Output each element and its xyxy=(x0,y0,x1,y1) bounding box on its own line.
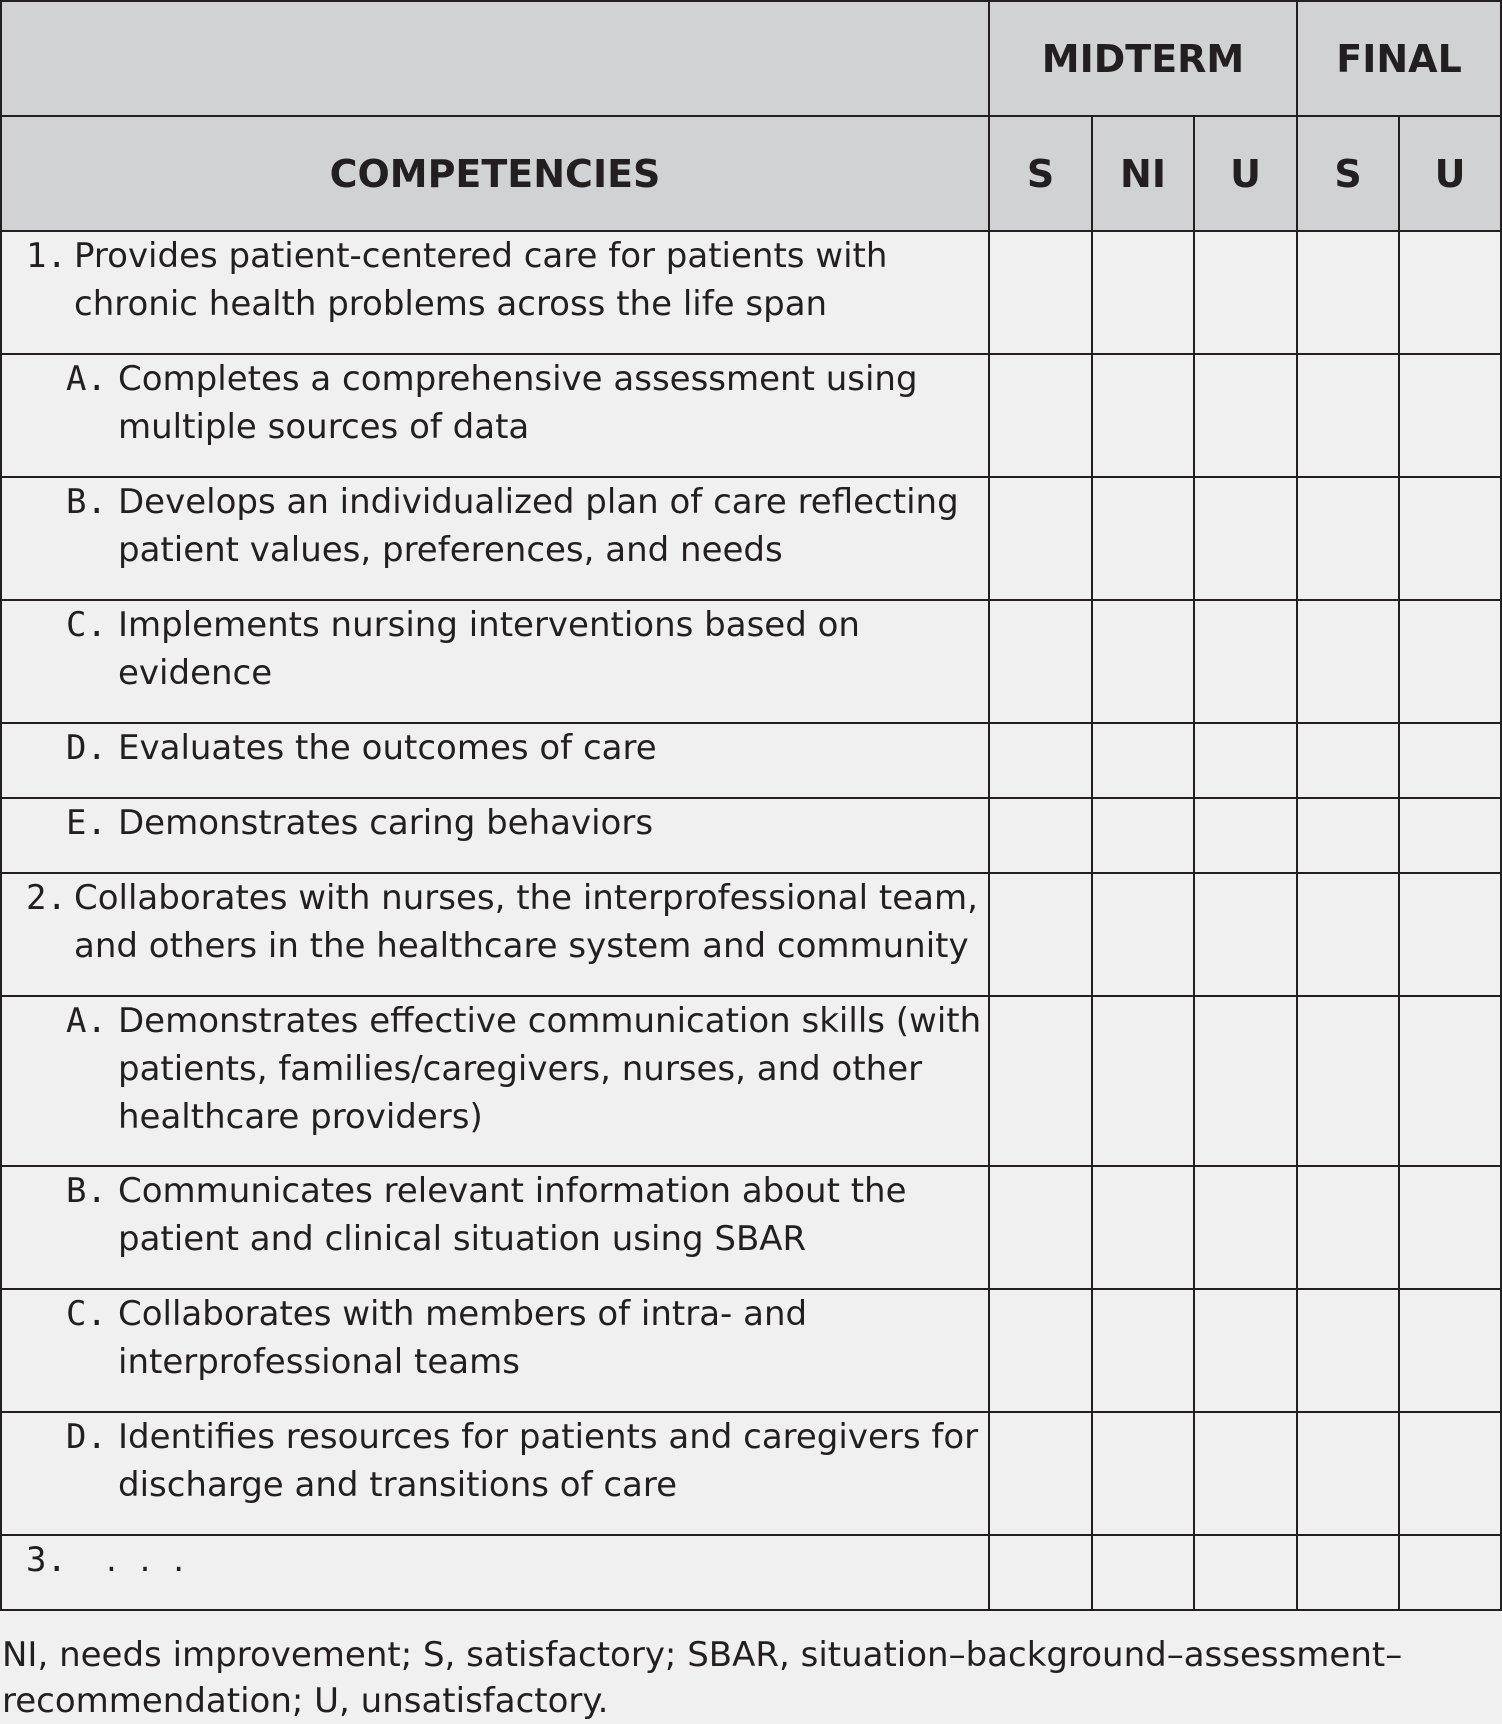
table-row xyxy=(1,723,1501,798)
final-s-header: S xyxy=(1297,116,1399,231)
midterm-s-cell[interactable] xyxy=(989,873,1092,996)
header-row-ratings xyxy=(1,116,1501,231)
table-row xyxy=(1,1535,1501,1610)
final-s-cell[interactable] xyxy=(1297,477,1399,600)
final-u-cell[interactable] xyxy=(1399,798,1501,873)
midterm-s-header: S xyxy=(989,116,1092,231)
table-row xyxy=(1,798,1501,873)
midterm-ni-cell[interactable] xyxy=(1092,873,1194,996)
item-letter: A. xyxy=(66,359,107,399)
competency-cell xyxy=(1,1166,989,1289)
midterm-s-cell[interactable] xyxy=(989,477,1092,600)
midterm-u-cell[interactable] xyxy=(1194,477,1297,600)
table-row xyxy=(1,600,1501,723)
final-u-cell[interactable] xyxy=(1399,1535,1501,1610)
table-row xyxy=(1,1412,1501,1535)
midterm-u-cell[interactable] xyxy=(1194,1289,1297,1412)
competency-text: Identifies resources for patients and caregivers for discharge and transitions of care xyxy=(118,1417,979,1505)
table-row xyxy=(1,996,1501,1166)
final-s-cell[interactable] xyxy=(1297,1289,1399,1412)
midterm-s-cell[interactable] xyxy=(989,1535,1092,1610)
competency-cell xyxy=(1,873,989,996)
midterm-u-cell[interactable] xyxy=(1194,231,1297,354)
table-row xyxy=(1,873,1501,996)
item-letter: D. xyxy=(66,728,107,768)
competency-cell xyxy=(1,1535,989,1610)
midterm-s-cell[interactable] xyxy=(989,798,1092,873)
table-row xyxy=(1,477,1501,600)
competency-cell xyxy=(1,996,989,1166)
midterm-s-cell[interactable] xyxy=(989,354,1092,477)
midterm-ni-cell[interactable] xyxy=(1092,1412,1194,1535)
final-u-cell[interactable] xyxy=(1399,1289,1501,1412)
final-u-cell[interactable] xyxy=(1399,873,1501,996)
competency-text: Implements nursing interventions based on evidence xyxy=(118,605,860,693)
final-s-cell[interactable] xyxy=(1297,996,1399,1166)
midterm-ni-cell[interactable] xyxy=(1092,1535,1194,1610)
final-u-cell[interactable] xyxy=(1399,996,1501,1166)
competency-text: Develops an individualized plan of care reflecting patient values, preferences, and needs xyxy=(118,482,959,570)
final-u-header: U xyxy=(1399,116,1501,231)
final-s-cell[interactable] xyxy=(1297,1412,1399,1535)
competency-text: . . . xyxy=(106,1540,191,1580)
midterm-u-cell[interactable] xyxy=(1194,996,1297,1166)
competency-cell xyxy=(1,477,989,600)
final-header: FINAL xyxy=(1297,1,1501,116)
item-number: 2. xyxy=(26,878,67,918)
competency-text: Communicates relevant information about the patient and clinical situation using SBAR xyxy=(118,1171,907,1259)
item-letter: E. xyxy=(66,803,107,843)
table-row xyxy=(1,1289,1501,1412)
midterm-u-cell[interactable] xyxy=(1194,723,1297,798)
item-letter: C. xyxy=(66,605,107,645)
midterm-ni-cell[interactable] xyxy=(1092,231,1194,354)
midterm-ni-cell[interactable] xyxy=(1092,798,1194,873)
header-blank xyxy=(1,1,989,116)
table-row xyxy=(1,231,1501,354)
item-letter: C. xyxy=(66,1294,107,1334)
midterm-s-cell[interactable] xyxy=(989,1412,1092,1535)
midterm-s-cell[interactable] xyxy=(989,723,1092,798)
midterm-ni-cell[interactable] xyxy=(1092,477,1194,600)
final-u-cell[interactable] xyxy=(1399,723,1501,798)
competency-cell xyxy=(1,723,989,798)
midterm-u-cell[interactable] xyxy=(1194,1412,1297,1535)
item-letter: D. xyxy=(66,1417,107,1457)
competency-text: Collaborates with members of intra- and interprofessional teams xyxy=(118,1294,808,1382)
competency-text: Demonstrates caring behaviors xyxy=(118,803,654,843)
competency-text: Demonstrates effective communication skills (with patients, families/caregivers, nurses, and other healthcare providers) xyxy=(118,1001,982,1137)
competency-cell xyxy=(1,354,989,477)
midterm-ni-cell[interactable] xyxy=(1092,1289,1194,1412)
final-s-cell[interactable] xyxy=(1297,231,1399,354)
competency-text: Collaborates with nurses, the interprofessional team, and others in the healthcare system and community xyxy=(74,878,978,966)
competency-cell xyxy=(1,600,989,723)
midterm-u-cell[interactable] xyxy=(1194,354,1297,477)
competency-cell xyxy=(1,231,989,354)
item-letter: B. xyxy=(66,1171,107,1211)
midterm-s-cell[interactable] xyxy=(989,231,1092,354)
final-u-cell[interactable] xyxy=(1399,1166,1501,1289)
competency-cell xyxy=(1,798,989,873)
final-u-cell[interactable] xyxy=(1399,1412,1501,1535)
midterm-u-cell[interactable] xyxy=(1194,1166,1297,1289)
item-letter: B. xyxy=(66,482,107,522)
midterm-ni-cell[interactable] xyxy=(1092,1166,1194,1289)
midterm-s-cell[interactable] xyxy=(989,1166,1092,1289)
final-u-cell[interactable] xyxy=(1399,600,1501,723)
item-letter: A. xyxy=(66,1001,107,1041)
final-u-cell[interactable] xyxy=(1399,477,1501,600)
competency-text: Evaluates the outcomes of care xyxy=(118,728,657,768)
final-s-cell[interactable] xyxy=(1297,1166,1399,1289)
item-number: 3. xyxy=(26,1540,67,1580)
midterm-u-cell[interactable] xyxy=(1194,1535,1297,1610)
competencies-header: COMPETENCIES xyxy=(1,116,989,231)
final-s-cell[interactable] xyxy=(1297,1535,1399,1610)
competency-text: Completes a comprehensive assessment using multiple sources of data xyxy=(118,359,918,447)
midterm-s-cell[interactable] xyxy=(989,1289,1092,1412)
midterm-u-cell[interactable] xyxy=(1194,873,1297,996)
midterm-header: MIDTERM xyxy=(989,1,1297,116)
midterm-ni-cell[interactable] xyxy=(1092,723,1194,798)
final-s-cell[interactable] xyxy=(1297,600,1399,723)
competency-text: Provides patient-centered care for patients with chronic health problems across the life span xyxy=(74,236,888,324)
final-s-cell[interactable] xyxy=(1297,873,1399,996)
header-row-periods xyxy=(1,1,1501,116)
midterm-u-cell[interactable] xyxy=(1194,600,1297,723)
item-number: 1. xyxy=(26,236,67,276)
midterm-ni-cell[interactable] xyxy=(1092,354,1194,477)
table-row xyxy=(1,354,1501,477)
midterm-u-header: U xyxy=(1194,116,1297,231)
table-row xyxy=(1,1166,1501,1289)
final-u-cell[interactable] xyxy=(1399,231,1501,354)
final-s-cell[interactable] xyxy=(1297,723,1399,798)
competency-cell xyxy=(1,1289,989,1412)
midterm-ni-cell[interactable] xyxy=(1092,996,1194,1166)
table-footnote: NI, needs improvement; S, satisfactory; SBAR, situation–background–assessment–recommendation; U, unsatisfactory. xyxy=(2,1635,1403,1721)
final-s-cell[interactable] xyxy=(1297,798,1399,873)
midterm-u-cell[interactable] xyxy=(1194,798,1297,873)
midterm-s-cell[interactable] xyxy=(989,600,1092,723)
midterm-s-cell[interactable] xyxy=(989,996,1092,1166)
final-u-cell[interactable] xyxy=(1399,354,1501,477)
final-s-cell[interactable] xyxy=(1297,354,1399,477)
competency-cell xyxy=(1,1412,989,1535)
midterm-ni-cell[interactable] xyxy=(1092,600,1194,723)
midterm-ni-header: NI xyxy=(1092,116,1194,231)
